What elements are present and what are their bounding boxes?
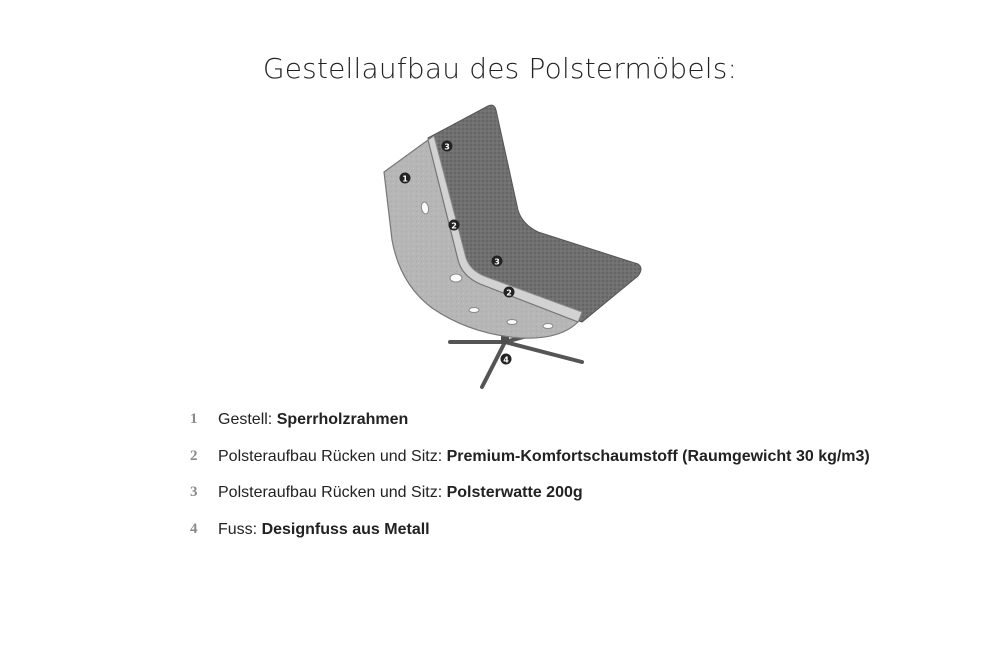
svg-text:3: 3	[444, 142, 450, 152]
construction-legend	[190, 408, 970, 554]
legend-item	[190, 445, 970, 468]
legend-text	[218, 518, 430, 541]
legend-item	[190, 518, 970, 541]
marker-4	[501, 354, 512, 365]
page-title: Gestellaufbau des Polstermöbels:	[262, 52, 738, 85]
svg-text:1: 1	[402, 174, 408, 184]
legend-number: 2	[190, 447, 198, 464]
legend-number: 4	[190, 520, 198, 537]
svg-text:4: 4	[503, 355, 509, 365]
legend-label: Fuss:	[218, 520, 262, 538]
legend-number: 3	[190, 484, 198, 500]
legend-label: Polsteraufbau Rücken und Sitz:	[218, 484, 447, 501]
legend-label: Polsteraufbau Rücken und Sitz:	[218, 447, 447, 465]
legend-label: Gestell:	[218, 411, 277, 428]
marker-3-back	[442, 141, 453, 152]
svg-text:2: 2	[506, 288, 512, 298]
legend-number: 1	[190, 411, 198, 427]
legend-value: Polsterwatte 200g	[446, 484, 583, 501]
legend-text	[218, 445, 870, 468]
legend-value: Premium-Komfortschaumstoff (Raumgewicht 30 kg/m3)	[446, 447, 870, 465]
chair-construction-illustration	[370, 100, 650, 395]
marker-2-seat	[504, 287, 515, 298]
svg-text:3: 3	[494, 257, 500, 267]
marker-1	[400, 173, 411, 184]
marker-3-seat	[492, 256, 503, 267]
legend-text	[218, 481, 583, 504]
legend-item	[190, 408, 970, 431]
legend-value: Sperrholzrahmen	[276, 411, 409, 428]
legend-text	[218, 408, 408, 431]
legend-item	[190, 481, 970, 504]
marker-2-back	[449, 220, 460, 231]
svg-text:2: 2	[451, 221, 457, 231]
legend-value: Designfuss aus Metall	[261, 520, 430, 538]
